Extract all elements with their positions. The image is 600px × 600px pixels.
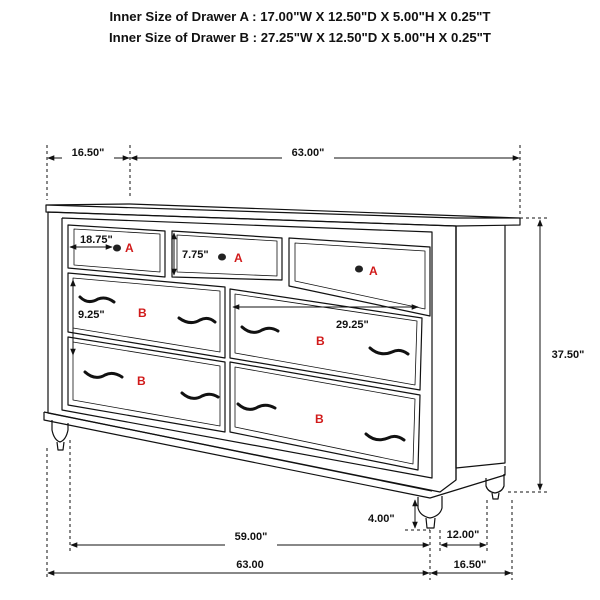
drawer-label-b: B (316, 334, 325, 348)
drawer-label-a: A (234, 251, 243, 265)
knob-icon (355, 266, 363, 273)
drawer-b-bottom-left (68, 337, 225, 432)
dim-width-top: 63.00" (291, 147, 325, 159)
dim-width-bottom: 63.00 (236, 559, 264, 571)
dim-leg-depth: 12.00" (446, 529, 480, 541)
dim-overall-height: 37.50" (551, 349, 585, 361)
handle-icon (80, 297, 114, 302)
dresser-drawing (44, 204, 520, 528)
dresser-top (46, 204, 520, 218)
handle-icon (366, 434, 404, 440)
dresser-side (456, 225, 505, 468)
handle-icon (238, 404, 275, 409)
dresser-base (44, 412, 505, 498)
dim-drawer-b-width: 29.25" (336, 319, 369, 331)
dim-inner-width: 59.00" (234, 531, 268, 543)
handle-icon (85, 372, 122, 377)
handle-icon (182, 393, 218, 398)
drawer-b-inner-size: Inner Size of Drawer B : 27.25"W X 12.50"D X 5.00"H X 0.25"T (109, 30, 491, 45)
dim-drawer-b-height: 9.25" (78, 309, 105, 321)
handle-icon (370, 348, 408, 354)
dimension-labels (62, 145, 594, 571)
drawer-label-b: B (138, 306, 147, 320)
dim-leg-height: 4.00" (368, 513, 395, 525)
drawer-label-a: A (369, 264, 378, 278)
handle-icon (242, 327, 278, 332)
drawer-label-b: B (137, 374, 146, 388)
drawer-b-top-right (230, 289, 422, 390)
dim-drawer-a-height: 7.75" (182, 249, 209, 261)
handle-icon (179, 318, 215, 323)
drawer-a-inner-size: Inner Size of Drawer A : 17.00"W X 12.50"D X 5.00"H X 0.25"T (109, 9, 491, 24)
knob-icon (218, 254, 226, 261)
dim-depth-bottom: 16.50" (453, 559, 487, 571)
drawer-b-bottom-right (230, 362, 420, 470)
drawer-label-a: A (125, 241, 134, 255)
knob-icon (113, 245, 121, 252)
leg-front-right (418, 496, 442, 528)
drawer-label-b: B (315, 412, 324, 426)
dim-depth-top: 16.50" (71, 147, 105, 159)
dim-drawer-a-width: 18.75" (80, 234, 113, 246)
